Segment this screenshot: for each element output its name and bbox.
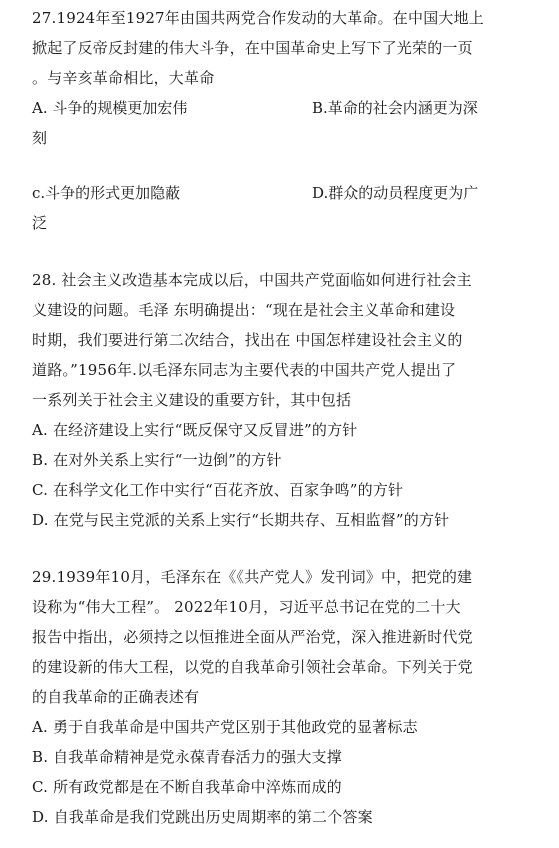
q27-option-c: c.斗争的形式更加隐蔽: [32, 184, 181, 202]
q28-stem-line-4: 道路。”1956年.以毛泽东同志为主要代表的中国共产党人提出了: [32, 361, 457, 379]
q29-option-a: A. 勇于自我革命是中国共产党区别于其他政党的显著标志: [32, 718, 418, 736]
q29-stem-line-1: 29.1939年10月，毛泽东在《《共产党人》发刊词》中，把党的建: [32, 568, 473, 586]
q28-option-a: A. 在经济建设上实行“既反保守又反冒进”的方针: [32, 421, 358, 439]
q28-option-b: B. 在对外关系上实行“一边倒”的方针: [32, 451, 282, 469]
q27-stem-line-3: 。与辛亥革命相比，大革命: [32, 69, 215, 87]
q27-option-d-cont: 泛: [32, 214, 48, 232]
q27-option-a: A. 斗争的规模更加宏伟: [32, 99, 188, 117]
q28-option-c: C. 在科学文化工作中实行“百花齐放、百家争鸣”的方针: [32, 481, 404, 499]
q29-stem-line-4: 的建设新的伟大工程，以党的自我革命引领社会革命。下列关于党: [32, 658, 473, 676]
q27-option-d: D.群众的动员程度更为广: [312, 184, 479, 202]
q27-stem-line-2: 掀起了反帝反封建的伟大斗争，在中国革命史上写下了光荣的一页: [32, 39, 473, 57]
q29-stem-line-3: 报告中指出，必须持之以恒推进全面从严治党，深入推进新时代党: [32, 628, 473, 646]
q29-option-c: C. 所有政党都是在不断自我革命中淬炼而成的: [32, 778, 342, 796]
q28-option-d: D. 在党与民主党派的关系上实行“长期共存、互相监督”的方针: [32, 511, 450, 529]
q29-stem-line-5: 的自我革命的正确表述有: [32, 688, 200, 706]
q29-option-b: B. 自我革命精神是党永葆青春活力的强大支撑: [32, 748, 342, 766]
q28-stem-line-3: 时期，我们要进行第二次结合，找出在 中国怎样建设社会主义的: [32, 331, 463, 349]
q27-option-b-cont: 刻: [32, 129, 48, 147]
q29-option-d: D. 自我革命是我们党跳出历史周期率的第二个答案: [32, 808, 373, 826]
q29-stem-line-2: 设称为“伟大工程”。 2022年10月，习近平总书记在党的二十大: [32, 598, 461, 616]
q28-stem-line-1: 28. 社会主义改造基本完成以后，中国共产党面临如何进行社会主: [32, 271, 472, 289]
q28-stem-line-2: 义建设的问题。毛泽 东明确提出：“现在是社会主义革命和建设: [32, 301, 456, 319]
q27-option-b: B.革命的社会内涵更为深: [312, 99, 478, 117]
q28-stem-line-5: 一系列关于社会主义建设的重要方针，其中包括: [32, 391, 352, 409]
q27-stem-line-1: 27.1924年至1927年由国共两党合作发动的大革命。在中国大地上: [32, 9, 485, 27]
